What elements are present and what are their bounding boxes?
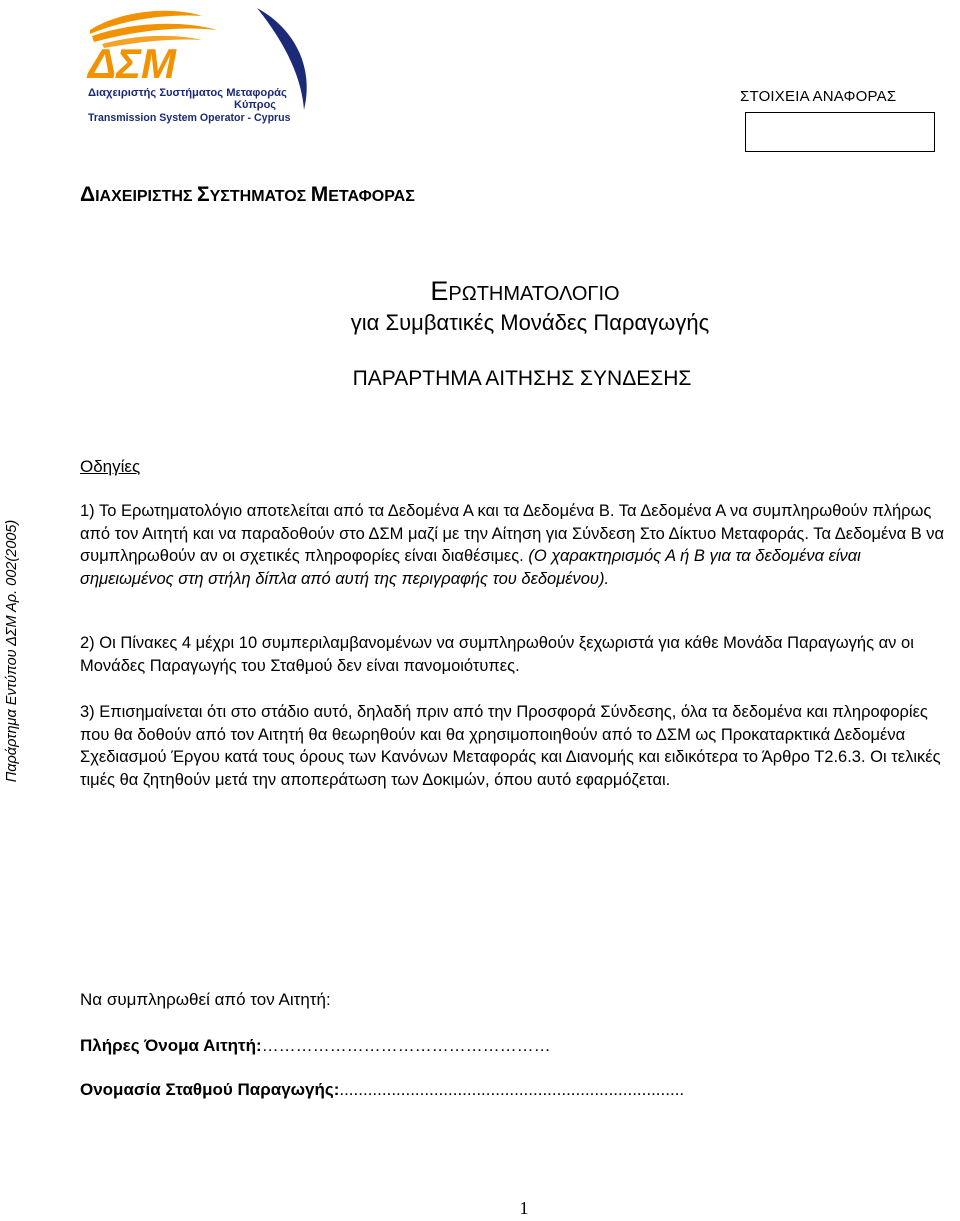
logo-line1: Διαχειριστής Συστήματος Μεταφοράς <box>88 87 287 99</box>
instruction-paragraph-2: 2) Οι Πίνακες 4 μέχρι 10 συμπεριλαμβανομένων να συμπληρωθούν ξεχωριστά για κάθε Μονάδα Παραγωγής αν οι Μονάδες Παραγωγής του Σταθμού δεν είναι πανομοιότυπες. <box>80 634 914 675</box>
logo-symbol: ΔΣΜ <box>88 40 176 87</box>
applicant-name-label: Πλήρες Όνομα Αιτητή: <box>80 1036 262 1055</box>
station-name-row <box>80 1080 684 1100</box>
logo-line2: Κύπρος <box>234 99 277 111</box>
station-name-field[interactable]: ......................................................................... <box>339 1080 685 1099</box>
page-number: 1 <box>519 1198 529 1218</box>
instructions-heading: Οδηγίες <box>80 457 141 476</box>
instruction-paragraph-1 <box>80 500 950 590</box>
org-title-initial: Σ <box>196 183 210 206</box>
applicant-name-field[interactable]: …………………………………………… <box>261 1036 551 1055</box>
organization-title <box>80 183 415 207</box>
questionnaire-subtitle: για Συμβατικές Μονάδες Παραγωγής <box>350 310 710 335</box>
org-title-initial: Μ <box>310 183 329 206</box>
instruction-1-note: (Ο χαρακτηρισμός Α ή Β για τα δεδομένα είναι σημειωμένος στη στήλη δίπλα από αυτή της περιγραφής του δεδομένου). <box>80 547 861 588</box>
org-title-initial: Δ <box>80 183 96 206</box>
instruction-paragraph-3: 3) Επισημαίνεται ότι στο στάδιο αυτό, δηλαδή πριν από την Προσφορά Σύνδεσης, όλα τα δεδομένα και πληροφορίες που θα δοθούν από τον Αιτητή θα θεωρηθούν και θα χρησιμοποιηθούν από το ΔΣΜ ως Προκαταρκτικά Δεδομένα Σχεδιασμού Έργου κατά τους όρους των Κανόνων Μεταφοράς και Διανομής και ειδικότερα το Άρθρο Τ2.6.3. Οι τελικές τιμές θα ζητηθούν μετά την αποπεράτωση των Δοκιμών, όπου αυτό εφαρμόζεται. <box>80 703 941 789</box>
station-name-label: Ονομασία Σταθμού Παραγωγής: <box>80 1080 340 1099</box>
questionnaire-title <box>0 276 960 307</box>
fill-in-label: Να συμπληρωθεί από τον Αιτητή: <box>80 990 331 1009</box>
org-title-word: ΕΤΑΦΟΡΑΣ <box>328 188 415 205</box>
side-annex-note: Παράρτημα Εντύπου ΔΣΜ Αρ. 002(2005) <box>4 519 20 783</box>
questionnaire-title-initial: Ε <box>430 276 449 306</box>
org-title-word: ΥΣΤΗΜΑΤΟΣ <box>209 188 311 205</box>
annex-title: ΠΑΡΑΡΤΗΜΑ ΑΙΤΗΣΗΣ ΣΥΝΔΕΣΗΣ <box>352 367 692 390</box>
logo-line3: Transmission System Operator - Cyprus <box>88 112 291 124</box>
reference-box[interactable] <box>745 112 935 152</box>
instruction-1-text: 1) Το Ερωτηματολόγιο αποτελείται από τα Δεδομένα Α και τα Δεδομένα Β. Τα Δεδομένα Α να συμπληρωθούν πλήρως από τον Αιτητή και να παραδοθούν στο ΔΣΜ μαζί με την Αίτηση για Σύνδεση Στο Δίκτυο Μεταφοράς. Τα Δεδομένα Β να συμπληρωθούν αν οι σχετικές πληροφορίες είναι διαθέσιμες. <box>80 502 945 565</box>
applicant-name-row <box>80 1036 551 1056</box>
reference-label: ΣΤΟΙΧΕΙΑ ΑΝΑΦΟΡΑΣ <box>740 88 897 105</box>
tso-logo-graphic <box>82 0 332 128</box>
tso-logo <box>82 0 332 128</box>
org-title-word: ΙΑΧΕΙΡΙΣΤΗΣ <box>95 188 197 205</box>
questionnaire-title-word: ΡΩΤΗΜΑΤΟΛΟΓΙΟ <box>448 283 620 305</box>
